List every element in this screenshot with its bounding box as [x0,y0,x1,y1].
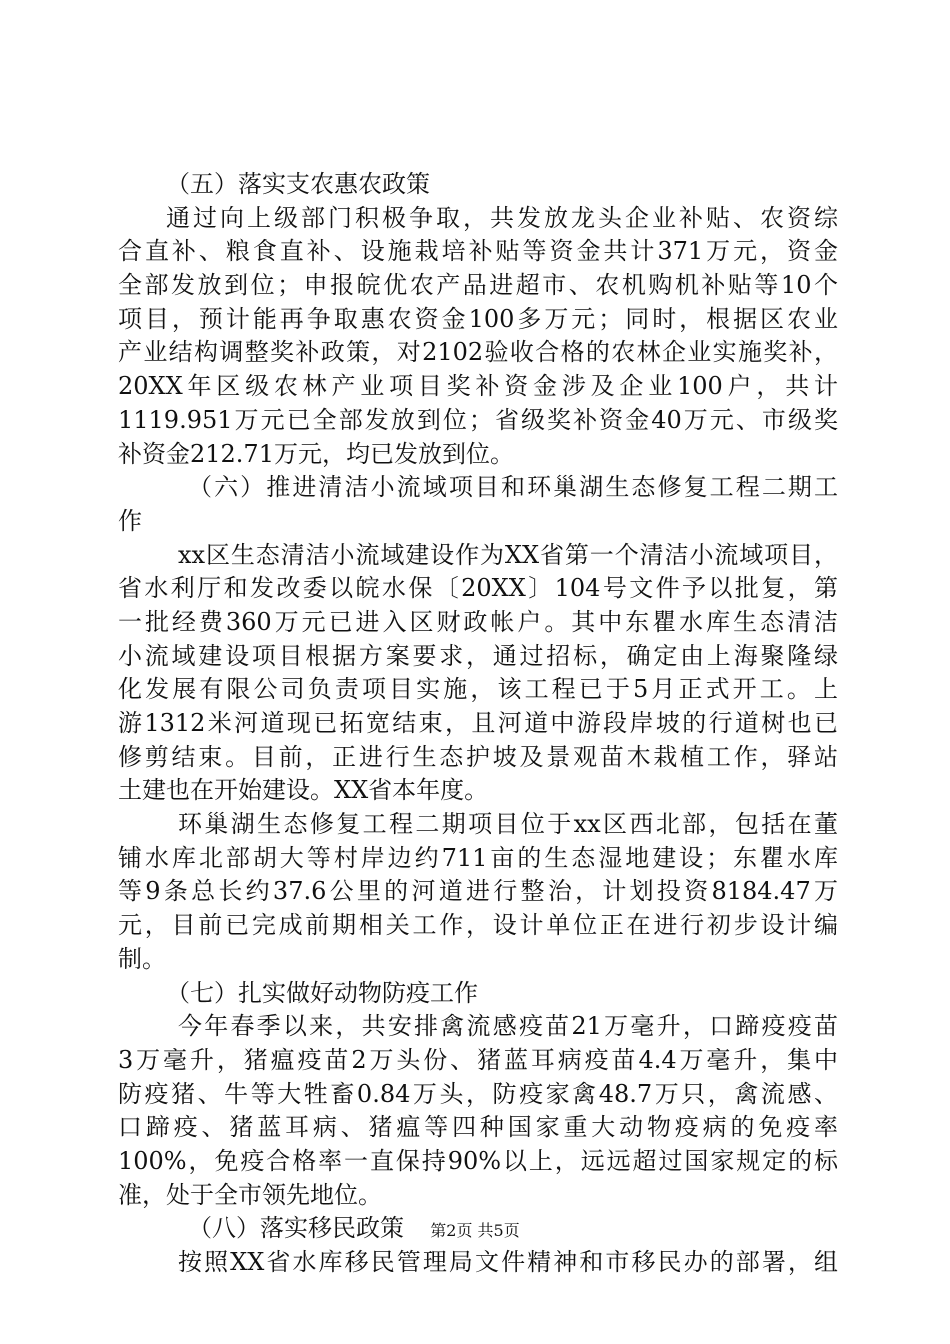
text-line: 省水利厅和发改委以皖水保〔20XX〕104号文件予以批复，第 [118,574,838,603]
text-line: 小流域建设项目根据方案要求，通过招标，确定由上海聚隆绿 [118,641,838,670]
text-line: 化发展有限公司负责项目实施，该工程已于5月正式开工。上 [118,675,838,704]
text-line: 1119.951万元已全部发放到位；省级奖补资金40万元、市级奖 [118,405,838,434]
text-line: 口蹄疫、猪蓝耳病、猪瘟等四种国家重大动物疫病的免疫率 [118,1113,838,1142]
text-line: 土建也在开始建设。XX省本年度。 [118,776,489,805]
text-line: 项目，预计能再争取惠农资金100多万元；同时，根据区农业 [118,304,838,333]
text-line: 游1312米河道现已拓宽结束，且河道中游段岸坡的行道树也已 [118,709,838,737]
text-line: 元，目前已完成前期相关工作，设计单位正在进行初步设计编 [118,911,838,940]
section-heading-8: （八）落实移民政策 [188,1214,404,1243]
text-line: 产业结构调整奖补政策，对2102验收合格的农林企业实施奖补， [118,338,838,367]
text-line: 通过向上级部门积极争取，共发放龙头企业补贴、农资综 [166,203,838,232]
section-heading-6: （六）推进清洁小流域项目和环巢湖生态修复工程二期工 [188,473,838,502]
document-body [118,168,838,1280]
text-line: 等9条总长约37.6公里的河道进行整治，计划投资8184.47万 [118,877,838,906]
text-line: 3万毫升，猪瘟疫苗2万头份、猪蓝耳病疫苗4.4万毫升，集中 [118,1045,838,1074]
text-line: 合直补、粮食直补、设施栽培补贴等资金共计371万元，资金 [118,237,838,266]
text-line: xx区生态清洁小流域建设作为XX省第一个清洁小流域项目， [178,540,838,569]
section-heading-6-cont: 作 [118,506,142,535]
text-line: 防疫猪、牛等大牲畜0.84万头，防疫家禽48.7万只，禽流感、 [118,1079,838,1108]
text-line: 补资金212.71万元，均已发放到位。 [118,439,514,468]
text-line: 环巢湖生态修复工程二期项目位于xx区西北部，包括在董 [178,810,838,839]
page-number-footer: 第2页 共5页 [430,1221,520,1240]
section-heading-7: （七）扎实做好动物防疫工作 [166,978,478,1007]
text-line: 今年春季以来，共安排禽流感疫苗21万毫升，口蹄疫疫苗 [178,1012,838,1041]
text-line: 一批经费360万元已进入区财政帐户。其中东瞿水库生态清洁 [118,607,838,636]
text-line: 100%，免疫合格率一直保持90%以上，远远超过国家规定的标 [118,1146,838,1175]
text-line: 按照XX省水库移民管理局文件精神和市移民办的部署，组 [178,1248,838,1276]
text-line: 修剪结束。目前，正进行生态护坡及景观苗木栽植工作，驿站 [118,742,838,771]
text-line: 铺水库北部胡大等村岸边约711亩的生态湿地建设；东瞿水库 [118,843,838,872]
text-line: 制。 [118,944,166,973]
text-line: 全部发放到位；申报皖优农产品进超市、农机购机补贴等10个 [118,271,838,300]
section-heading-5: （五）落实支农惠农政策 [166,170,430,198]
text-line: 20XX年区级农林产业项目奖补资金涉及企业100户，共计 [118,372,838,401]
text-line: 准，处于全市领先地位。 [118,1180,382,1209]
